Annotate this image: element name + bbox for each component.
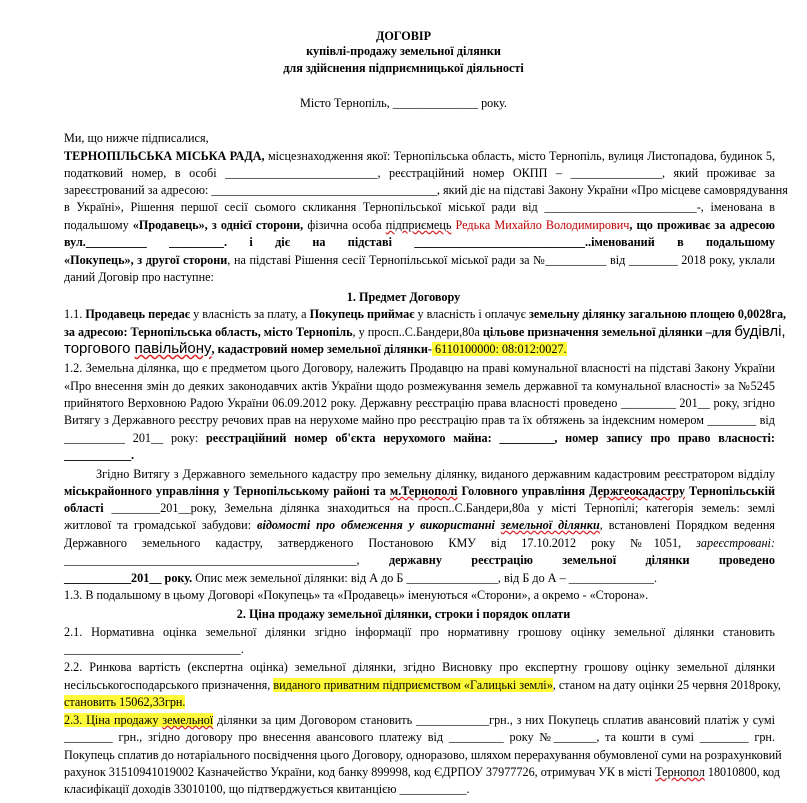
clause-2-3-line-2: ________ грн., згідно договору про внесення авансового платежу від _________ року №_______, та кошти в сумі ________ грн. [64,730,775,744]
text-span: , що проживає за адресою [629,218,775,232]
text-span: рахунок 31510941019002 Казначейство України, код банку 899998, код ЄДРПОУ 37977726, отримувач УК в місті [64,765,656,779]
text-span: подальшому [64,218,133,232]
cadastre-line-2 [64,484,775,499]
text-span: м.Тернополі [389,484,458,498]
clause-1-1-line-2 [64,323,786,340]
text-span: земельної ділянки [500,518,600,532]
seller-name: ТЕРНОПІЛЬСЬКА МІСЬКА РАДА, [64,149,265,163]
clause-1-2-line-3: прийнятого Верховною Радою України 06.09.2012 року. Державну реєстрацію права власності проведено _________ 201__ року, згідно [64,396,775,410]
clause-1-2-tail: ___________. [64,448,135,462]
document-title: ДОГОВІР [375,29,432,43]
text-span: цільове призначення земельної ділянки [482,325,703,339]
text-span: Продавець передає [85,307,191,321]
text-span: земельної [162,713,214,727]
party-line-8 [64,253,775,268]
clause-2-2-line-3 [64,695,185,710]
text-span: ________________________________________________, [64,553,389,567]
text-span: ________201__року, Земельна ділянка знаходиться на просп..С.Бандери,80а у місті Тернопілі; категорія земель: землі [103,501,775,515]
clause-1-1-line-3 [64,341,567,357]
party-line-4: зареєстрований за адресою: _____________________________________, який діє на підставі Закону України «Про місцеве самоврядування [64,183,788,197]
seller-role: «Продавець», з однієї сторони, [132,218,304,232]
party-line-6 [64,218,775,233]
text-span: Тернопол [655,765,705,779]
text-span: будівлі, [734,323,786,340]
text-span: 18010800, код [704,765,780,779]
text-span: Головного управління [457,484,590,498]
clause-1-2-line-4: Витягу з Державного реєстру речових прав на нерухоме майно про реєстрацію прав та їх обтяжень за індексним номером ________ від [64,413,775,427]
text-span: земельну ділянку загальною площею 0,0028га, [528,307,787,321]
clause-2-3-line-3: Покупець сплатив до нотаріального посвідчення цього Договору, одноразово, шляхом перерахування обумовленої суми на розрахунковий [64,748,782,762]
text-span: 1.1. [64,307,86,321]
text-span: Держгеокадастру [589,484,685,498]
clause-2-3-line-1 [64,713,775,728]
buyer-name: Редька Михайло Володимирович [451,218,630,232]
text-span: . і діє на підставі [223,235,392,249]
text-span: __________ 201__ року: [64,431,207,445]
party-seller-line [64,149,775,164]
text-span: торгового [64,340,135,357]
text-span: у власність і оплачує [414,307,529,321]
city-date-line: Місто Тернопіль, ______________ року. [300,96,507,110]
intro-line: Ми, що нижче підписалися, [64,131,209,145]
cadastre-line-3 [64,501,775,516]
text-span: , встановлені Порядком ведення [599,518,775,532]
document-subtitle-1: купівлі-продажу земельної ділянки [306,44,501,58]
appraiser-name: виданого приватним підприємством «Галицькі землі» [273,678,553,692]
text-span: вул.__________ _________ [64,235,224,249]
text-span: державну реєстрацію земельної ділянки проведено [388,553,775,567]
party-line-7 [64,235,775,250]
text-span: Опис меж земельної ділянки: від А до Б _______________, від Б до А – ______________. [192,571,658,585]
text-span: ____________________________ [391,235,585,249]
clause-2-2-line-1: 2.2. Ринкова вартість (експертна оцінка) земельної ділянки, згідно Висновку про експертну грошову оцінку земельної ділянки [64,660,775,674]
text-span: , у просп..С.Бандери,80а [352,325,483,339]
cadastre-line-1: Згідно Витягу з Державного земельного кадастру про земельну ділянку, виданого державним кадастровим реєстратором відділу [96,467,775,481]
text-span: за адресою: Тернопільська область, місто Тернопіль [64,325,353,339]
clause-1-2-line-5 [64,431,775,446]
text-span: –для [702,325,735,339]
text-span: у власність за плату, а [190,307,310,321]
cadastre-line-4 [64,518,775,533]
text-span: , на підставі Рішення сесії Тернопільської міської ради за №__________ від ________ 2018 року, уклали [227,253,775,267]
text-span: 2.3. [64,713,87,727]
buyer-role: «Покупець», з другої сторони [64,253,228,267]
text-span: реєстраційний номер об'єкта нерухомого майна: _________, номер запису про право власності: [206,431,775,445]
text-span: ___________201__ року. [64,571,193,585]
text-span: павільйону [134,340,212,357]
cadastre-line-7 [64,571,657,586]
clause-2-1: 2.1. Нормативна оцінка земельної ділянки згідно інформації про нормативну грошову оцінку земельної ділянки становить [64,625,775,639]
clause-1-1-line-1 [64,307,787,322]
text-span: , кадастровий номер земельної ділянки- [211,342,432,356]
section-2-heading: 2. Ціна продажу земельної ділянки, строки і порядок оплати [236,607,571,621]
text-span: Покупець приймає [309,307,415,321]
clause-1-3: 1.3. В подальшому в цьому Договорі «Покупець» та «Продавець» іменуються «Сторони», а окремо - «Сторона». [64,588,649,602]
text-span: міськрайонного управління у Тернопільському районі та [64,484,390,498]
text-span: підприємець [385,218,452,232]
cadastre-line-5 [64,536,775,551]
clause-2-3-line-4 [64,765,780,780]
clause-2-1-tail: _____________________________. [64,642,244,656]
text-span: ділянки за цим Договором становить ____________грн., з них Покупець сплатив авансовий платіж у сумі [213,713,776,727]
party-line-3: податковий номер, в особі _________________________, реєстраційний номер ОКПП – _______________, який проживає за [64,166,775,180]
section-1-heading: 1. Предмет Договору [346,290,461,304]
document-subtitle-2: для здійснення підприємницької діяльності [283,61,524,75]
text-span: фізична особа [303,218,386,232]
party-line-9: даний Договір про наступне: [64,270,214,284]
market-value: становить 15062,33грн. [64,695,186,709]
cadastre-line-6 [64,553,775,568]
clause-2-3-line-5: класифікації доходів 33010100, що підтверджується квитанцією ___________. [64,782,470,796]
party-line-5: в Україні», Рішення першої сесії сьомого скликання Тернопільської міської ради від _________________________-, іменована в [64,200,775,214]
text-span: Тернопільській [685,484,775,498]
clause-1-2-line-1: 1.2. Земельна ділянка, що є предметом цього Договору, належить Продавцю на праві комунальної власності на підставі Закону України [64,361,775,375]
clause-1-2-line-2: «Про внесення змін до деяких законодавчих актів України щодо розмежування земель державної та комунальної власності» за №5245 [64,379,775,393]
clause-2-2-line-2 [64,678,781,693]
text-span: Державного земельного кадастру, затвердженого Постановою КМУ від 17.10.2012 року №1051, [64,536,697,550]
text-span: області [64,501,104,515]
text-span: несільськогосподарського призначення, [64,678,274,692]
seller-address: місцезнаходження якої: Тернопільська область, місто Тернопіль, вулиця Листопадова, будинок 5, [264,149,775,163]
text-span: відомості про обмеження у використанні [257,518,501,532]
text-span: , станом на дату оцінки 25 червня 2018року, [552,678,781,692]
text-span: Ціна продажу [86,713,163,727]
text-span: ..іменований в подальшому [584,235,775,249]
cadastral-number: 6110100000: 08:012:0027. [431,342,567,356]
text-span: зареєстровані: [696,536,775,550]
text-span: житлової та громадської забудови: [64,518,257,532]
